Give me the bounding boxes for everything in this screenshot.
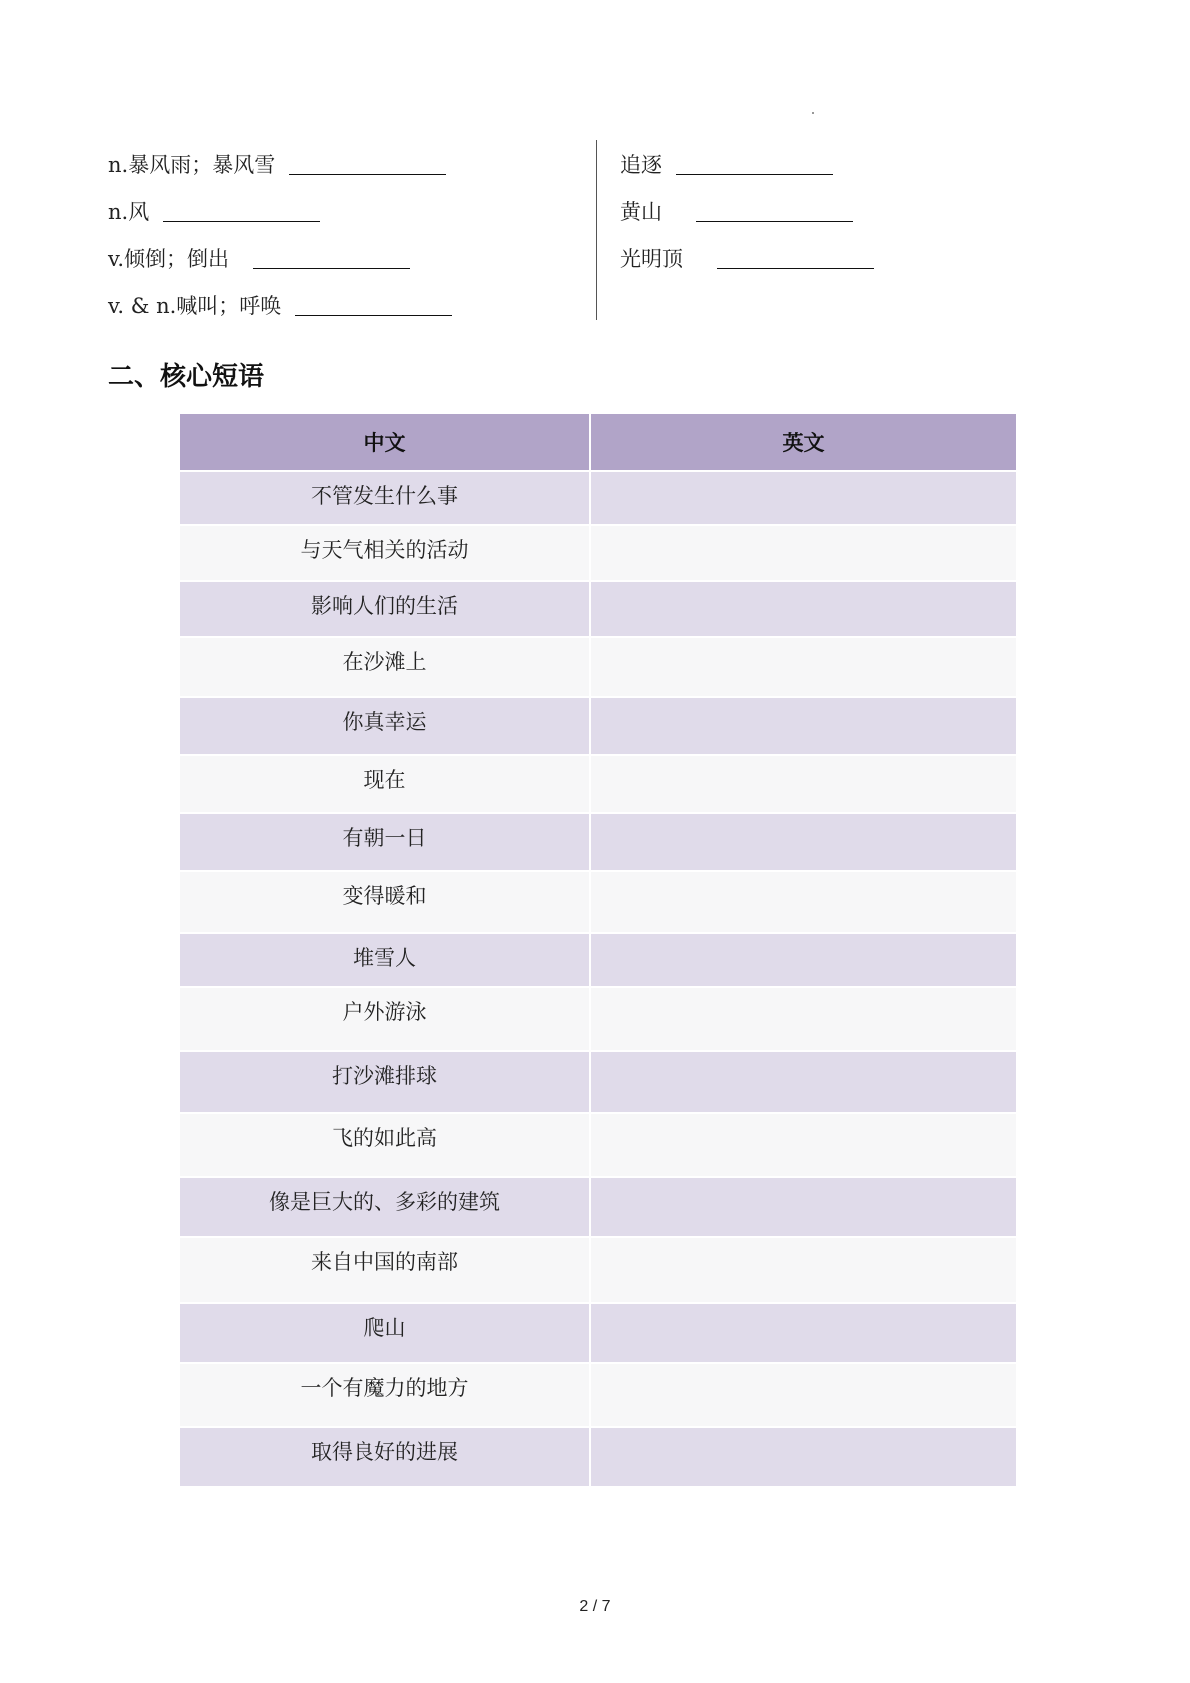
table-row — [180, 637, 1016, 697]
vocab-label: v.倾倒；倒出 — [108, 246, 230, 271]
page-dot — [812, 112, 814, 114]
vocab-label: v. & n.喊叫；呼唤 — [108, 293, 282, 318]
vocab-item — [620, 234, 1040, 281]
answer-blank[interactable] — [295, 293, 452, 316]
table-row — [180, 987, 1016, 1051]
vocab-label: 光明顶 — [620, 246, 683, 271]
table-row — [180, 697, 1016, 755]
phrase-chinese: 与天气相关的活动 — [180, 525, 590, 581]
phrase-english-cell[interactable] — [590, 1177, 1016, 1237]
phrase-english-cell[interactable] — [590, 987, 1016, 1051]
phrase-english-cell[interactable] — [590, 871, 1016, 933]
phrase-english-cell[interactable] — [590, 471, 1016, 525]
table-row — [180, 581, 1016, 637]
phrase-english-cell[interactable] — [590, 933, 1016, 987]
vocab-item — [620, 140, 1040, 187]
vocab-item — [620, 187, 1040, 234]
column-divider — [596, 140, 597, 320]
phrase-english-cell[interactable] — [590, 1303, 1016, 1363]
answer-blank[interactable] — [696, 199, 853, 222]
phrase-chinese: 有朝一日 — [180, 813, 590, 871]
table-row — [180, 1237, 1016, 1303]
answer-blank[interactable] — [253, 246, 410, 269]
table-header-row — [180, 414, 1016, 471]
table-row — [180, 1303, 1016, 1363]
phrase-chinese: 变得暖和 — [180, 871, 590, 933]
phrase-chinese: 不管发生什么事 — [180, 471, 590, 525]
answer-blank[interactable] — [289, 152, 446, 175]
vocab-label: 黄山 — [620, 199, 662, 224]
phrase-english-cell[interactable] — [590, 1363, 1016, 1427]
header-english: 英文 — [590, 414, 1016, 471]
phrase-chinese: 打沙滩排球 — [180, 1051, 590, 1113]
vocab-label: 追逐 — [620, 152, 662, 177]
phrase-chinese: 现在 — [180, 755, 590, 813]
vocab-item — [108, 140, 568, 187]
table-row — [180, 471, 1016, 525]
vocab-list-right — [620, 140, 1040, 281]
table-row — [180, 813, 1016, 871]
phrase-english-cell[interactable] — [590, 637, 1016, 697]
answer-blank[interactable] — [717, 246, 874, 269]
vocab-label: n.风 — [108, 199, 150, 224]
phrase-chinese: 户外游泳 — [180, 987, 590, 1051]
vocab-item — [108, 234, 568, 281]
phrase-english-cell[interactable] — [590, 581, 1016, 637]
table-row — [180, 1051, 1016, 1113]
vocab-item — [108, 187, 568, 234]
phrase-english-cell[interactable] — [590, 755, 1016, 813]
phrase-chinese: 来自中国的南部 — [180, 1237, 590, 1303]
phrase-english-cell[interactable] — [590, 1051, 1016, 1113]
vocab-item — [108, 281, 568, 328]
phrase-english-cell[interactable] — [590, 697, 1016, 755]
answer-blank[interactable] — [163, 199, 320, 222]
answer-blank[interactable] — [676, 152, 833, 175]
phrase-chinese: 在沙滩上 — [180, 637, 590, 697]
table-row — [180, 525, 1016, 581]
phrase-chinese: 一个有魔力的地方 — [180, 1363, 590, 1427]
table-row — [180, 1177, 1016, 1237]
phrase-english-cell[interactable] — [590, 525, 1016, 581]
phrase-chinese: 你真幸运 — [180, 697, 590, 755]
table-row — [180, 1363, 1016, 1427]
phrase-english-cell[interactable] — [590, 1237, 1016, 1303]
vocab-label: n.暴风雨；暴风雪 — [108, 152, 276, 177]
phrase-chinese: 堆雪人 — [180, 933, 590, 987]
table-row — [180, 755, 1016, 813]
table-row — [180, 1427, 1016, 1487]
phrase-chinese: 影响人们的生活 — [180, 581, 590, 637]
table-row — [180, 871, 1016, 933]
phrase-chinese: 飞的如此高 — [180, 1113, 590, 1177]
phrase-chinese: 取得良好的进展 — [180, 1427, 590, 1487]
phrase-table — [180, 414, 1016, 1488]
phrase-chinese: 爬山 — [180, 1303, 590, 1363]
header-chinese: 中文 — [180, 414, 590, 471]
vocab-list-left — [108, 140, 568, 328]
section-title: 二、核心短语 — [108, 362, 265, 392]
table-row — [180, 933, 1016, 987]
phrase-chinese: 像是巨大的、多彩的建筑 — [180, 1177, 590, 1237]
table-row — [180, 1113, 1016, 1177]
page-number: 2 / 7 — [579, 1598, 611, 1615]
phrase-english-cell[interactable] — [590, 1113, 1016, 1177]
phrase-english-cell[interactable] — [590, 813, 1016, 871]
phrase-english-cell[interactable] — [590, 1427, 1016, 1487]
